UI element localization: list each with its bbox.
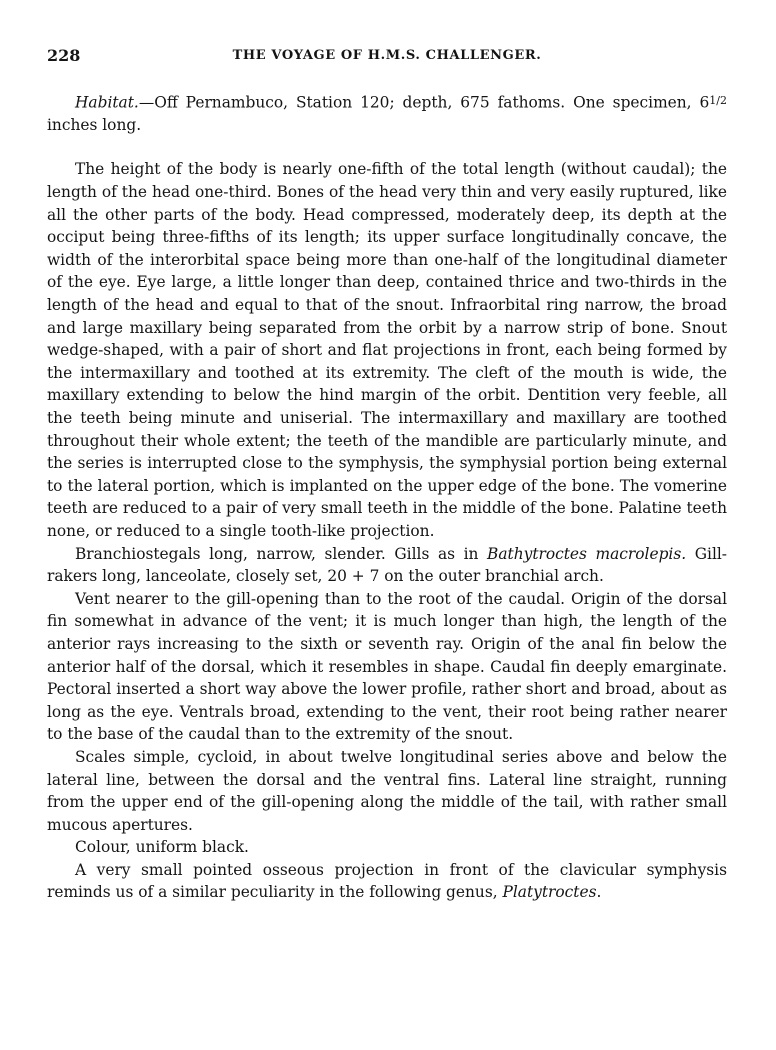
page-header [47,44,727,74]
running-head: THE VOYAGE OF H.M.S. CHALLENGER. [232,48,542,63]
habitat-text: —Off Pernambuco, Station 120; depth, 675 fathoms. One specimen, 6 [138,93,710,112]
habitat-tail: inches long. [47,115,142,134]
fins-paragraph: Vent nearer to the gill-opening than to the root of the caudal. Origin of the dorsal fin somewhat in advance of the vent; it is much longer than high, the length of the anterior rays increasing to the sixth or seventh ray. Origin of the anal fin below the anterior half of the dorsal, which it resembles in shape. Caudal fin deeply emarginate. Pectoral inserted a short way above the lower profile, rather short and broad, about as long as the eye. Ventrals broad, extending to the vent, their root being rather nearer to the base of the caudal than to the extremity of the snout. [47,589,727,744]
species-name: Bathytroctes macrolepis. [487,544,687,563]
habitat-fraction: 1/2 [709,94,727,107]
branchiostegals-pre: Branchiostegals long, narrow, slender. Gills as in [75,544,488,563]
genus-name: Platytroctes [502,883,597,902]
branchiostegals-post: Gill-rakers long, lanceolate, closely set, 20 + 7 on the outer branchial arch. [47,544,728,586]
colour-paragraph: Colour, uniform black. [75,838,249,857]
projection-pre: A very small pointed osseous projection in front of the clavicular symphysis reminds us of a similar peculiarity in the following genus, [47,860,727,902]
habitat-paragraph [47,90,727,136]
projection-post: . [596,883,602,902]
habitat-label: Habitat. [75,93,139,112]
scales-paragraph: Scales simple, cycloid, in about twelve longitudinal series above and below the lateral line, between the dorsal and the ventral fins. Lateral line straight, running from the upper end of the gill-opening along the middle of the tail, with rather small mucous apertures. [47,747,727,834]
branchiostegals-paragraph [47,543,727,588]
body-text [47,90,727,904]
projection-paragraph [47,859,727,904]
description-paragraph: The height of the body is nearly one-fifth of the total length (without caudal); the length of the head one-third. Bones of the head very thin and very easily ruptured, like all the other parts of the body. Head compressed, moderately deep, its depth at the occiput being three-fifths of its length; its upper surface longitudinally concave, the width of the interorbital space being more than one-half of the longitudinal diameter of the eye. Eye large, a little longer than deep, contained thrice and two-thirds in the length of the head and equal to that of the snout. Infraorbital ring narrow, the broad and large maxillary being separated from the orbit by a narrow strip of bone. Snout wedge-shaped, with a pair of short and flat projections in front, each being formed by the intermaxillary and toothed at its extremity. The cleft of the mouth is wide, the maxillary extending to below the hind margin of the orbit. Dentition very feeble, all the teeth being minute and uniserial. The intermaxillary and maxillary are toothed throughout their whole extent; the teeth of the mandible are particularly minute, and the series is interrupted close to the symphysis, the symphysial portion being external to the lateral portion, which is implanted on the upper edge of the bone. The vomerine teeth are reduced to a pair of very small teeth in the middle of the bone. Palatine teeth none, or reduced to a single tooth-like projection. [47,160,727,540]
page-number: 228 [47,46,81,65]
